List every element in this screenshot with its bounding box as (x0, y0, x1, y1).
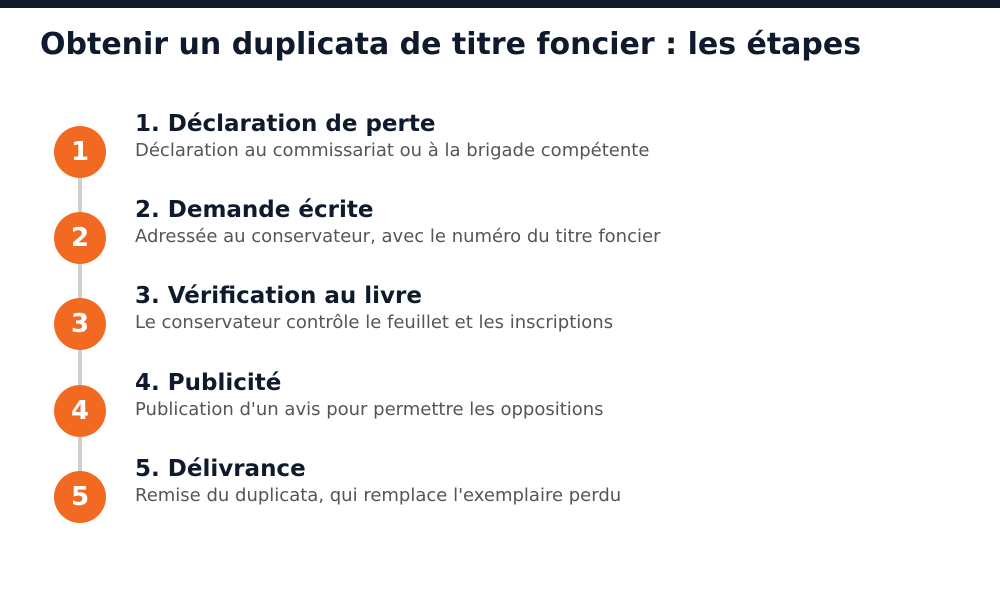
step-number-badge: 2 (54, 212, 106, 264)
step-3 (0, 283, 1000, 378)
step-title: 3. Vérification au livre (135, 283, 422, 309)
step-description: Remise du duplicata, qui remplace l'exemplaire perdu (135, 485, 622, 506)
step-number-badge: 5 (54, 471, 106, 523)
step-description: Déclaration au commissariat ou à la brigade compétente (135, 140, 650, 161)
step-title: 1. Déclaration de perte (135, 111, 436, 137)
step-description: Adressée au conservateur, avec le numéro du titre foncier (135, 226, 661, 247)
step-number-badge: 3 (54, 298, 106, 350)
step-number-badge: 4 (54, 385, 106, 437)
top-accent-bar (0, 0, 1000, 8)
step-title: 5. Délivrance (135, 456, 306, 482)
step-description: Publication d'un avis pour permettre les oppositions (135, 399, 604, 420)
step-5 (0, 456, 1000, 551)
page-title: Obtenir un duplicata de titre foncier : les étapes (40, 27, 862, 62)
step-number-badge: 1 (54, 126, 106, 178)
step-title: 4. Publicité (135, 370, 282, 396)
step-title: 2. Demande écrite (135, 197, 374, 223)
step-description: Le conservateur contrôle le feuillet et les inscriptions (135, 312, 614, 333)
